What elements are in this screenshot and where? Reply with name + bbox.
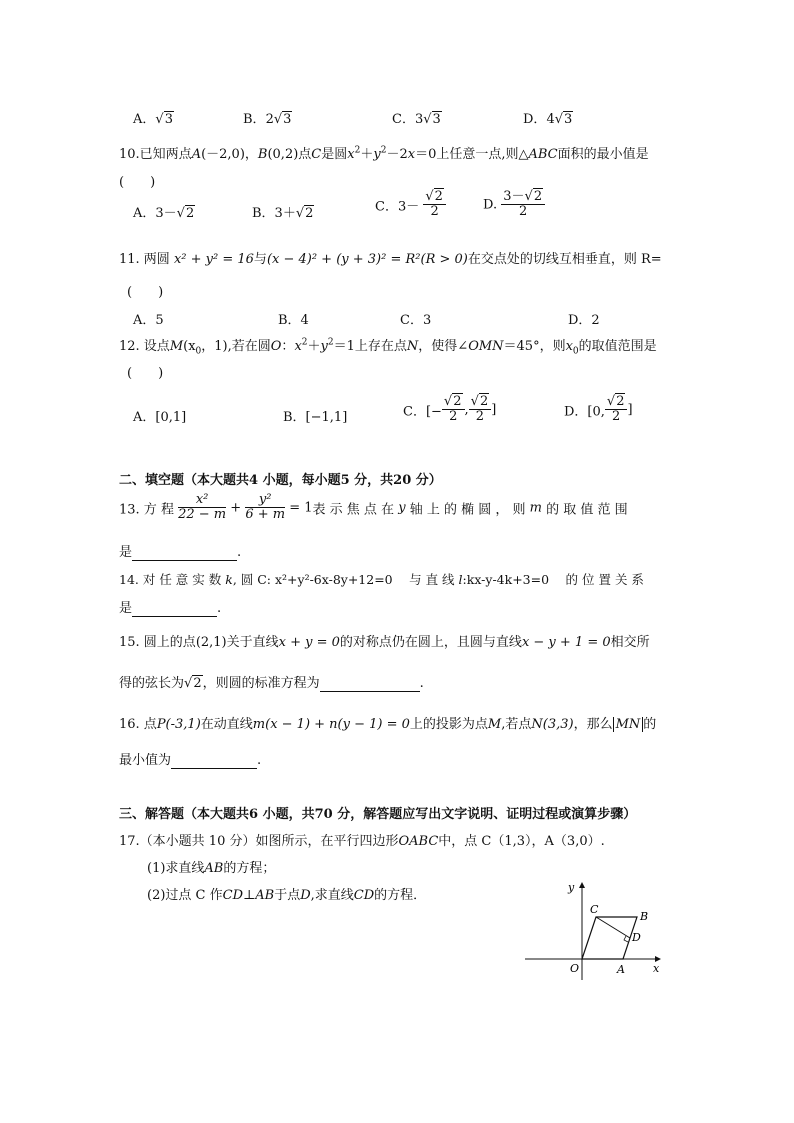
section-3-heading: 三、解答题（本大题共6 小题，共70 分，解答题应写出文字说明、证明过程或演算步骤） (119, 807, 637, 822)
q15-line2: 得的弦长为√2，则圆的标准方程为 . (119, 676, 424, 691)
q14-line1: 14. 对 任 意 实 数 k, 圆 C: x²+y²-6x-8y+12=0 与 直 线 l:kx-y-4k+3=0 的 位 置 关 系 (119, 572, 644, 587)
q14-line2: 是 . (119, 601, 222, 616)
q16-line2: 最小值为 . (119, 753, 262, 768)
q11-stem: 11. 两圆 x² + y² = 16与(x − 4)² + (y + 3)² = R²(R > 0)在交点处的切线互相垂直，则 R= (119, 252, 662, 267)
q15-answer-blank[interactable] (320, 676, 420, 692)
q9-option-c: C．3√3 (392, 112, 441, 127)
segment-cd (596, 917, 630, 938)
q17-sub1: (1)求直线AB的方程； (147, 861, 276, 876)
q12-stem: 12. 设点$M(x_0$，1),若在圆O：$x^2+y^2=1$上存在点N，使得∠OMN＝45°，则$x_0$的取值范围是 (119, 337, 657, 357)
label-b: B (640, 910, 649, 923)
label-d: D (632, 931, 641, 944)
section-2-heading: 二、填空题（本大题共4 小题，每小题5 分，共20 分） (119, 473, 442, 488)
q10-option-a: A．3－√2 (133, 206, 195, 221)
q10-stem: 10.已知两点A(－2,0)，B(0,2)点C是圆$x^2+y^2-2x=0$上任意一点,则△ABC面积的最小值是 (119, 145, 649, 162)
q10-option-c: C．3－ $\frac{√2}{2}$ (375, 190, 446, 220)
q16-line1: 16. 点P(-3,1)在动直线m(x − 1) + n(y − 1) = 0上的投影为点M,若点N(3,3)，那么 MN 的 (119, 717, 657, 732)
q12-option-a: A．[0,1] (133, 410, 187, 425)
q11-option-a: A．5 (133, 313, 164, 328)
q12-option-d: D．[0, $\frac{√2}{2}$ ] (564, 394, 633, 425)
q9-option-a: A．√3 (133, 112, 173, 127)
q15-line1: 15. 圆上的点(2,1)关于直线x + y = 0的对称点仍在圆上，且圆与直线x − y + 1 = 0相交所 (119, 635, 650, 650)
q12-option-c: C．[− $\frac{√2}{2}$ , $\frac{√2}{2}$ ] (403, 394, 497, 425)
q16-answer-blank[interactable] (171, 753, 257, 769)
q13-line2: 是 . (119, 545, 242, 560)
label-c: C (590, 903, 599, 916)
q13-line1: 13. 方 程 $\frac{\text{x²}}{22 - m}$ + $\frac{\text{y²}}{6 + m}$ = 1表 示 焦 点 在 y 轴 上 的 椭 圆 ， 则 m 的 取 值 范 围 (119, 492, 628, 523)
label-a: A (617, 963, 625, 976)
q11-option-d: D．2 (568, 313, 600, 328)
q12-option-b: B．[−1,1] (283, 410, 348, 425)
q9-option-b: B．2√3 (243, 112, 292, 127)
q12-paren: ( ) (127, 366, 164, 381)
q9-option-d: D．4√3 (523, 112, 573, 127)
q17-parallelogram-figure (520, 875, 670, 985)
parallelogram-oabc (582, 917, 637, 959)
q11-paren: ( ) (127, 285, 164, 300)
label-o: O (570, 962, 580, 975)
q13-answer-blank[interactable] (132, 545, 237, 561)
q11-option-b: B．4 (278, 313, 309, 328)
q11-option-c: C．3 (400, 313, 432, 328)
label-y: y (568, 881, 575, 894)
q17-stem: 17.（本小题共 10 分）如图所示，在平行四边形OABC中，点 C（1,3），A（3,0）. (119, 834, 605, 849)
q10-paren: ( ) (119, 175, 156, 190)
q10-option-b: B．3＋√2 (252, 206, 314, 221)
q10-option-d: D. $\frac{3-√2}{2}$ (483, 190, 545, 220)
label-x: x (653, 962, 660, 975)
q17-sub2: (2)过点 C 作CD⊥AB于点D,求直线CD的方程． (147, 888, 427, 903)
q14-answer-blank[interactable] (132, 601, 217, 617)
